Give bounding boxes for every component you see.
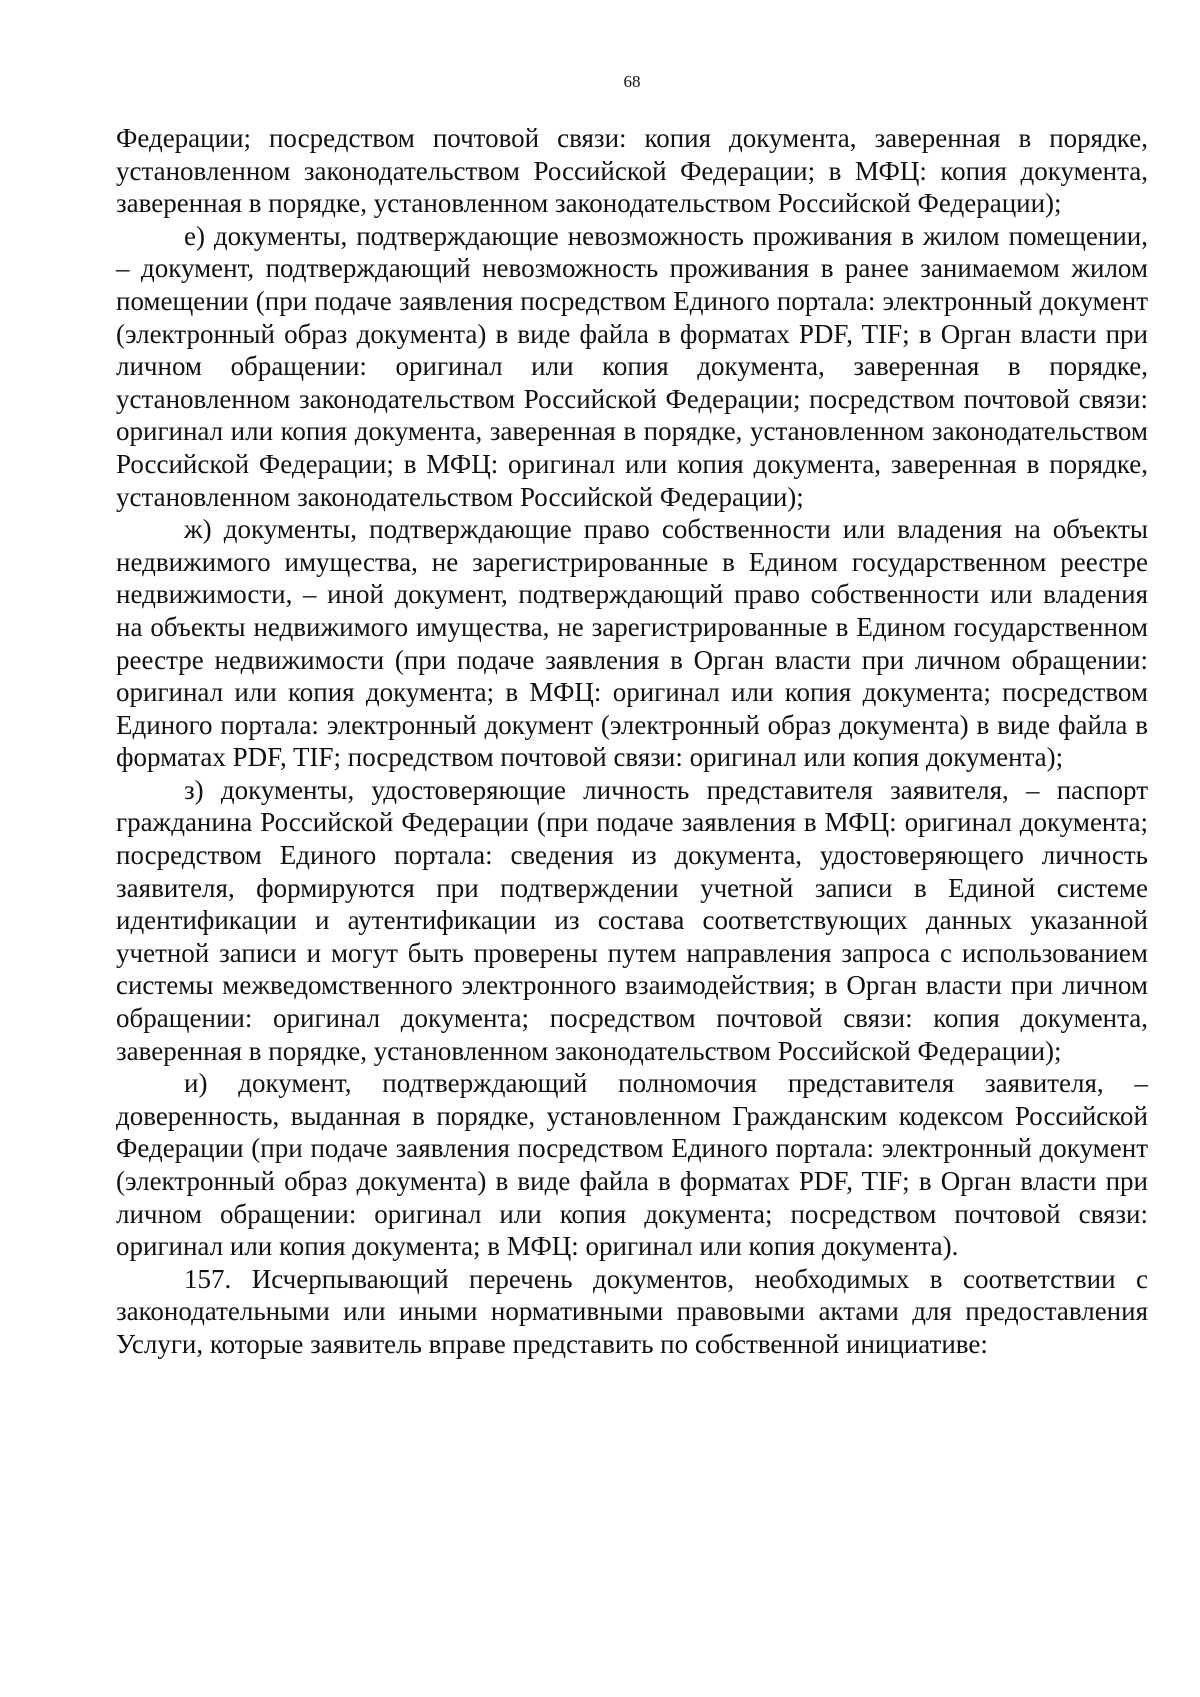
document-body — [116, 122, 1148, 1361]
paragraph-item-e: е) документы, подтверждающие невозможность проживания в жилом помещении, – документ, подтверждающий невозможность проживания в ранее занимаемом жилом помещении (при подаче заявления посредством Единого портала: электронный документ (электронный образ документа) в виде файла в форматах PDF, TIF; в Орган власти при личном обращении: оригинал или копия документа, заверенная в порядке, установленном законодательством Российской Федерации; посредством почтовой связи: оригинал или копия документа, заверенная в порядке, установленном законодательством Российской Федерации; в МФЦ: оригинал или копия документа, заверенная в порядке, установленном законодательством Российской Федерации); — [116, 220, 1148, 512]
paragraph-item-zh: ж) документы, подтверждающие право собственности или владения на объекты недвижимого имущества, не зарегистрированные в Едином государственном реестре недвижимости, – иной документ, подтверждающий право собственности или владения на объекты недвижимого имущества, не зарегистрированные в Едином государственном реестре недвижимости (при подаче заявления в Орган власти при личном обращении: оригинал или копия документа; в МФЦ: оригинал или копия документа; посредством Единого портала: электронный документ (электронный образ документа) в виде файла в форматах PDF, TIF; посредством почтовой связи: оригинал или копия документа); — [116, 514, 1148, 773]
paragraph-continuation: Федерации; посредством почтовой связи: копия документа, заверенная в порядке, установленном законодательством Российской Федерации; в МФЦ: копия документа, заверенная в порядке, установленном законодательством Российской Федерации); — [116, 123, 1148, 219]
page-number: 68 — [623, 72, 641, 91]
paragraph-item-z: з) документы, удостоверяющие личность представителя заявителя, – паспорт гражданина Российской Федерации (при подаче заявления в МФЦ: оригинал документа; посредством Единого портала: сведения из документа, удостоверяющего личность заявителя, формируются при подтверждении учетной записи в Единой системе идентификации и аутентификации из состава соответствующих данных указанной учетной записи и могут быть проверены путем направления запроса с использованием системы межведомственного электронного взаимодействия; в Орган власти при личном обращении: оригинал документа; посредством почтовой связи: копия документа, заверенная в порядке, установленном законодательством Российской Федерации); — [116, 774, 1148, 1066]
paragraph-item-i: и) документ, подтверждающий полномочия представителя заявителя, – доверенность, выданная в порядке, установленном Гражданским кодексом Российской Федерации (при подаче заявления посредством Единого портала: электронный документ (электронный образ документа) в виде файла в форматах PDF, TIF; в Орган власти при личном обращении: оригинал или копия документа; посредством почтовой связи: оригинал или копия документа; в МФЦ: оригинал или копия документа). — [116, 1068, 1148, 1262]
paragraph-157: 157. Исчерпывающий перечень документов, необходимых в соответствии с законодательными или иными нормативными правовыми актами для предоставления Услуги, которые заявитель вправе представить по собственной инициативе: — [116, 1263, 1148, 1359]
